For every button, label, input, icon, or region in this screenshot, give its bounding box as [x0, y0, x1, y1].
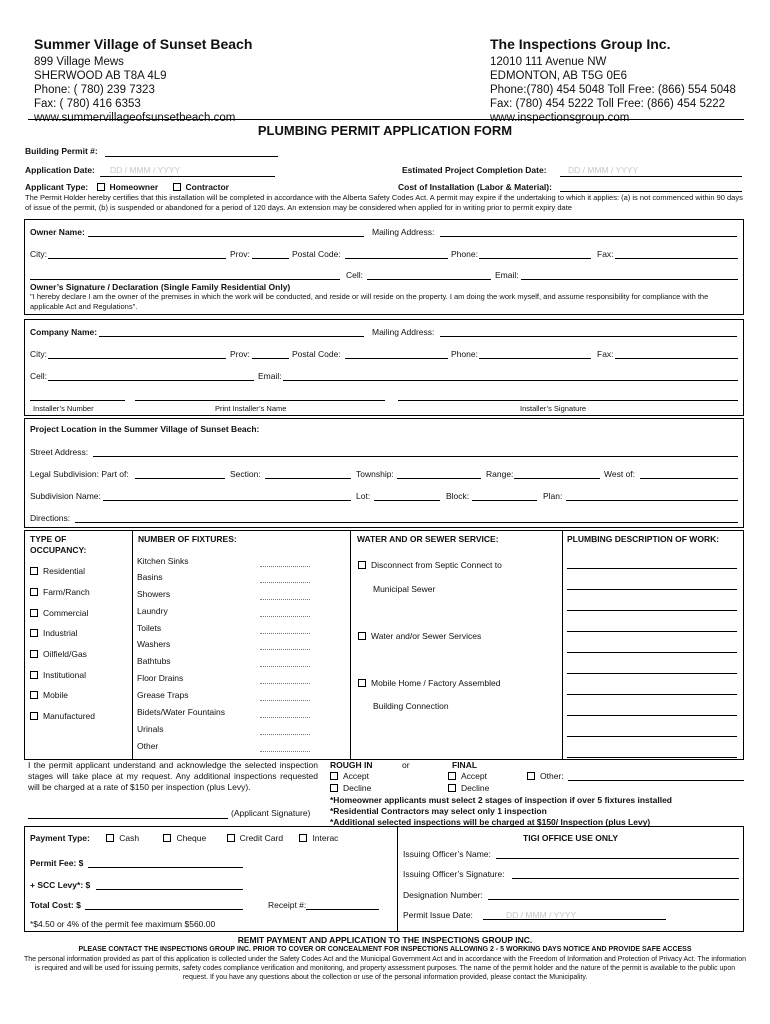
contractor-option[interactable] — [173, 182, 229, 192]
owner-postal-label: Postal Code: — [292, 249, 341, 259]
owner-email-label: Email: — [495, 270, 519, 280]
occupancy-option[interactable] — [30, 628, 78, 638]
credit-label: Credit Card — [239, 833, 284, 843]
occupancy-option[interactable] — [30, 690, 68, 700]
scc-levy-field[interactable] — [96, 889, 243, 890]
owner-prov-label: Prov: — [230, 249, 250, 259]
fixture-label: Washers — [137, 639, 171, 649]
designation-field[interactable] — [488, 899, 739, 900]
occupancy-checkbox[interactable] — [30, 671, 38, 679]
left-org-fax: Fax: ( 780) 416 6353 — [34, 98, 141, 110]
designation-label: Designation Number: — [403, 890, 483, 900]
owner-mailing-field[interactable] — [440, 236, 737, 237]
plan-label: Plan: — [543, 491, 563, 501]
est-completion-label: Estimated Project Completion Date: — [402, 165, 547, 175]
fixture-label: Toilets — [137, 623, 162, 633]
fixture-label: Basins — [137, 572, 163, 582]
right-org-name: The Inspections Group Inc. — [490, 36, 671, 52]
permit-fee-field[interactable] — [88, 867, 243, 868]
est-completion-field[interactable]: DD / MMM / YYYY — [568, 165, 639, 175]
scc-levy-label: + SCC Levy*: $ — [30, 880, 91, 890]
owner-email-field[interactable] — [521, 279, 738, 280]
left-org-phone: Phone: ( 780) 239 7323 — [34, 84, 155, 96]
final-accept-label: Accept — [461, 771, 487, 781]
section-field[interactable] — [265, 478, 351, 479]
owner-sig-title: Owner’s Signature / Declaration (Single Family Residential Only) — [30, 282, 291, 292]
mobile-home-label: Mobile Home / Factory Assembled — [371, 678, 501, 688]
company-fax-field[interactable] — [615, 358, 738, 359]
cheque-label: Cheque — [176, 833, 207, 843]
company-name-label: Company Name: — [30, 327, 98, 337]
left-org-block — [34, 36, 252, 125]
occupancy-label: Institutional — [43, 670, 86, 680]
occupancy-title: TYPE OF OCCUPANCY: — [30, 534, 87, 555]
application-date-label: Application Date: — [25, 165, 95, 175]
applicant-type-row — [25, 182, 229, 192]
plumbing-desc-line[interactable] — [567, 589, 737, 590]
occupancy-option[interactable] — [30, 649, 87, 659]
right-org-phone: Phone:(780) 454 5048 Toll Free: (866) 554 5048 — [490, 84, 736, 96]
form-title: PLUMBING PERMIT APPLICATION FORM — [257, 123, 513, 138]
range-label: Range: — [486, 469, 514, 479]
issue-date-field[interactable]: DD / MMM / YYYY — [506, 910, 577, 920]
other-checkbox[interactable] — [527, 772, 535, 780]
right-org-web: www.inspectionsgroup.com — [490, 112, 630, 124]
company-phone-label: Phone: — [451, 349, 478, 359]
occupancy-option[interactable] — [30, 608, 88, 618]
fixture-count-field[interactable] — [260, 633, 310, 634]
water-option-disconnect[interactable] — [358, 560, 502, 570]
block-field[interactable] — [472, 500, 537, 501]
company-email-field[interactable] — [283, 380, 738, 381]
street-label: Street Address: — [30, 447, 89, 457]
occupancy-checkbox[interactable] — [30, 567, 38, 575]
directions-label: Directions: — [30, 513, 71, 523]
fixtures-title: NUMBER OF FIXTURES: — [138, 534, 237, 544]
occupancy-checkbox[interactable] — [30, 588, 38, 596]
applicant-signature-label: (Applicant Signature) — [231, 808, 311, 818]
issue-date-label: Permit Issue Date: — [403, 910, 473, 920]
water-services-label: Water and/or Sewer Services — [371, 631, 482, 641]
plan-field[interactable] — [566, 500, 738, 501]
officer-sig-field[interactable] — [512, 878, 739, 879]
company-city-label: City: — [30, 349, 47, 359]
fixture-count-field[interactable] — [260, 700, 310, 701]
owner-mailing-label: Mailing Address: — [372, 227, 435, 237]
township-label: Township: — [356, 469, 394, 479]
owner-name-label: Owner Name: — [30, 227, 85, 237]
company-fax-label: Fax: — [597, 349, 614, 359]
credit-checkbox[interactable] — [227, 834, 235, 842]
ack-text: I the permit applicant understand and acknowledge the selected inspection stages will take place at my request. Any additional inspections requested will be charged at a rate of $150 per inspection (plus Levy). — [28, 760, 318, 792]
footer-contact: PLEASE CONTACT THE INSPECTIONS GROUP INC. PRIOR TO COVER OR CONCEALMENT FOR INSPECTIONS ALLOWING 2 - 5 WORKING DAYS NOTICE AND PROVIDE SAFE ACCESS — [78, 946, 692, 953]
occupancy-checkbox[interactable] — [30, 650, 38, 658]
occupancy-label: Industrial — [43, 628, 78, 638]
pay-interac[interactable] — [299, 833, 338, 843]
left-org-name: Summer Village of Sunset Beach — [34, 36, 253, 52]
right-org-fax: Fax: (780) 454 5222 Toll Free: (866) 454 5222 — [490, 98, 726, 110]
occupancy-option[interactable] — [30, 670, 86, 680]
occupancy-option[interactable] — [30, 711, 95, 721]
installer-number-field[interactable] — [30, 400, 125, 401]
final-decline-label: Decline — [461, 783, 490, 793]
company-name-field[interactable] — [99, 336, 364, 337]
interac-label: Interac — [312, 833, 339, 843]
footer-privacy: The personal information provided as part of this application is collected under the Safety Codes Act and the Municipal Government Act and in accordance with the Freedom of Information and Protection of Privacy Act. The information is required and will be used for issuing permits, safety codes compliance verification and monitoring, and property assessment purposes. The name of the permit holder and the nature of the permit is available to the public upon request. If you have any questions about the collection or use of the personal information provided, please contact the Municipality. — [23, 956, 747, 981]
left-org-address1: 899 Village Mews — [34, 56, 124, 68]
fixture-count-field[interactable] — [260, 649, 310, 650]
plumbing-desc-line[interactable] — [567, 673, 737, 674]
company-city-field[interactable] — [48, 358, 226, 359]
part-of-field[interactable] — [135, 478, 225, 479]
fixture-count-field[interactable] — [260, 599, 310, 600]
lot-field[interactable] — [374, 500, 440, 501]
occupancy-checkbox[interactable] — [30, 609, 38, 617]
office-title: TIGI OFFICE USE ONLY — [523, 833, 619, 843]
occupancy-checkbox[interactable] — [30, 691, 38, 699]
right-org-block — [490, 36, 736, 125]
owner-signature-field[interactable] — [30, 279, 340, 280]
mobile-home-label-2: Building Connection — [373, 701, 449, 711]
disconnect-label: Disconnect from Septic Connect to — [371, 560, 502, 570]
header-divider — [28, 119, 744, 120]
owner-postal-field[interactable] — [345, 258, 448, 259]
final-decline[interactable] — [448, 783, 489, 793]
officer-name-label: Issuing Officer’s Name: — [403, 849, 491, 859]
contractor-checkbox[interactable] — [173, 183, 181, 191]
rough-decline-label: Decline — [343, 783, 372, 793]
location-title: Project Location in the Summer Village of Sunset Beach: — [30, 424, 260, 434]
water-services-checkbox[interactable] — [358, 632, 366, 640]
application-date-field[interactable]: DD / MMM / YYYY — [110, 165, 181, 175]
left-org-address2: SHERWOOD AB T8A 4L9 — [34, 70, 167, 82]
fixture-count-field[interactable] — [260, 666, 310, 667]
est-completion-line — [560, 176, 742, 177]
total-cost-label: Total Cost: $ — [30, 900, 81, 910]
grid-divider-1 — [132, 531, 133, 759]
officer-sig-label: Issuing Officer’s Signature: — [403, 869, 505, 879]
fixture-count-field[interactable] — [260, 717, 310, 718]
fixture-label: Kitchen Sinks — [137, 556, 189, 566]
fixture-label: Urinals — [137, 724, 164, 734]
block-label: Block: — [446, 491, 470, 501]
owner-fax-label: Fax: — [597, 249, 614, 259]
levy-note: *$4.50 or 4% of the permit fee maximum $560.00 — [30, 919, 216, 929]
grid-divider-3 — [562, 531, 563, 759]
homeowner-option[interactable] — [97, 182, 159, 192]
plumbing-desc-line[interactable] — [567, 715, 737, 716]
other-label: Other: — [540, 771, 564, 781]
installer-name-field[interactable] — [135, 400, 385, 401]
occupancy-label: Commercial — [43, 608, 89, 618]
owner-phone-field[interactable] — [479, 258, 591, 259]
owner-name-field[interactable] — [88, 236, 364, 237]
application-date-line — [100, 176, 275, 177]
inspection-note-3: *Additional selected inspections will be charged at $150/ Inspection (plus Levy) — [330, 817, 651, 827]
fixture-label: Grease Traps — [137, 690, 189, 700]
payment-divider — [397, 827, 398, 931]
west-field[interactable] — [640, 478, 738, 479]
owner-city-label: City: — [30, 249, 47, 259]
fixture-count-field[interactable] — [260, 734, 310, 735]
applicant-type-label: Applicant Type: — [25, 182, 89, 192]
other-option[interactable] — [527, 771, 564, 781]
plumbing-desc-line[interactable] — [567, 631, 737, 632]
fixture-label: Showers — [137, 589, 171, 599]
occupancy-checkbox[interactable] — [30, 629, 38, 637]
installer-sig-label: Installer’s Signature — [520, 404, 587, 413]
directions-field[interactable] — [75, 522, 738, 523]
township-field[interactable] — [397, 478, 481, 479]
disconnect-checkbox[interactable] — [358, 561, 366, 569]
company-postal-field[interactable] — [345, 358, 448, 359]
grid-divider-2 — [350, 531, 351, 759]
plumbing-desc-line[interactable] — [567, 736, 737, 737]
final-accept[interactable] — [448, 771, 487, 781]
installer-signature-field[interactable] — [398, 400, 738, 401]
installer-number-label: Installer’s Number — [33, 404, 94, 413]
legal-label: Legal Subdivision: Part of: — [30, 469, 129, 479]
pay-cheque[interactable] — [163, 833, 206, 843]
cost-install-field[interactable] — [560, 191, 742, 192]
other-field[interactable] — [568, 780, 744, 781]
left-org-web: www.summervillageofsunsetbeach.com — [34, 112, 236, 124]
plumbing-desc-line[interactable] — [567, 694, 737, 695]
officer-name-field[interactable] — [496, 858, 739, 859]
plumbing-desc-line[interactable] — [567, 610, 737, 611]
owner-cell-field[interactable] — [367, 279, 491, 280]
fixture-label: Laundry — [137, 606, 168, 616]
rough-in-label: ROUGH IN — [330, 760, 373, 770]
occupancy-label: Residential — [43, 566, 86, 576]
owner-cell-label: Cell: — [346, 270, 364, 280]
company-cell-label: Cell: — [30, 371, 48, 381]
occupancy-option[interactable] — [30, 587, 90, 597]
issue-date-line — [483, 919, 666, 920]
company-phone-field[interactable] — [479, 358, 591, 359]
rough-accept-checkbox[interactable] — [330, 772, 338, 780]
final-decline-checkbox[interactable] — [448, 784, 456, 792]
occupancy-checkbox[interactable] — [30, 712, 38, 720]
fixture-count-field[interactable] — [260, 582, 310, 583]
water-option-mobile[interactable] — [358, 678, 500, 688]
fixture-label: Other — [137, 741, 159, 751]
installer-name-label: Print Installer’s Name — [215, 404, 287, 413]
water-option-services[interactable] — [358, 631, 481, 641]
final-accept-checkbox[interactable] — [448, 772, 456, 780]
pay-cash[interactable] — [106, 833, 139, 843]
footer-remit: REMIT PAYMENT AND APPLICATION TO THE INSPECTIONS GROUP INC. — [237, 935, 533, 945]
total-cost-field[interactable] — [85, 909, 243, 910]
west-label: West of: — [604, 469, 636, 479]
rough-decline-checkbox[interactable] — [330, 784, 338, 792]
homeowner-label: Homeowner — [109, 182, 159, 192]
lot-label: Lot: — [356, 491, 371, 501]
final-label: FINAL — [452, 760, 478, 770]
permit-notice: The Permit Holder hereby certifies that this installation will be completed in accordance with the Alberta Safety Codes Act. A permit may expire if the undertaking to which it applies: (a) is not commenced within 90 days of issue of the permit, (b) is suspended or abandoned for a period of 120 days. An extension may be considered when applied for in writing prior to permit expiry date — [25, 193, 743, 212]
building-permit-label: Building Permit #: — [25, 146, 98, 156]
right-org-address2: EDMONTON, AB T5G 0E6 — [490, 70, 627, 82]
cash-checkbox[interactable] — [106, 834, 114, 842]
homeowner-checkbox[interactable] — [97, 183, 105, 191]
company-mailing-field[interactable] — [440, 336, 737, 337]
cheque-checkbox[interactable] — [163, 834, 171, 842]
permit-fee-label: Permit Fee: $ — [30, 858, 84, 868]
company-mailing-label: Mailing Address: — [372, 327, 435, 337]
disconnect-label-2: Municipal Sewer — [373, 584, 436, 594]
cash-label: Cash — [119, 833, 140, 843]
company-email-label: Email: — [258, 371, 282, 381]
plumbing-desc-line[interactable] — [567, 568, 737, 569]
applicant-signature-field[interactable] — [28, 818, 228, 819]
fixture-count-field[interactable] — [260, 683, 310, 684]
plumbing-desc-title: PLUMBING DESCRIPTION OF WORK: — [567, 534, 720, 544]
fixture-label: Bathtubs — [137, 656, 171, 666]
fixture-count-field[interactable] — [260, 616, 310, 617]
water-title: WATER AND OR SEWER SERVICE: — [357, 534, 499, 544]
occupancy-label: Oilfield/Gas — [43, 649, 87, 659]
street-field[interactable] — [93, 456, 738, 457]
receipt-field[interactable] — [306, 909, 379, 910]
company-postal-label: Postal Code: — [292, 349, 341, 359]
owner-declaration: "I hereby declare I am the owner of the premises in which the work will be conducted, and reside or will reside on the property. I am doing the work myself, and assume responsibility for compliance with the applicable Act and Regulations". — [30, 292, 709, 311]
owner-prov-field[interactable] — [252, 258, 289, 259]
contractor-label: Contractor — [185, 182, 229, 192]
fixture-label: Floor Drains — [137, 673, 184, 683]
fixture-label: Bidets/Water Fountains — [137, 707, 226, 717]
cost-install-label: Cost of Installation (Labor & Material): — [398, 182, 552, 192]
rough-decline[interactable] — [330, 783, 371, 793]
interac-checkbox[interactable] — [299, 834, 307, 842]
company-cell-field[interactable] — [48, 380, 254, 381]
payment-type-row — [30, 833, 338, 843]
mobile-home-checkbox[interactable] — [358, 679, 366, 687]
range-field[interactable] — [514, 478, 600, 479]
fixture-count-field[interactable] — [260, 751, 310, 752]
company-prov-field[interactable] — [252, 358, 289, 359]
subdivision-label: Subdivision Name: — [30, 491, 101, 501]
right-org-address1: 12010 111 Avenue NW — [490, 56, 607, 68]
section-label: Section: — [230, 469, 261, 479]
payment-type-label: Payment Type: — [30, 833, 90, 843]
owner-fax-field[interactable] — [615, 258, 738, 259]
occupancy-label: Manufactured — [43, 711, 95, 721]
company-prov-label: Prov: — [230, 349, 250, 359]
fixture-count-field[interactable] — [260, 566, 310, 567]
occupancy-option[interactable] — [30, 566, 85, 576]
occupancy-label: Farm/Ranch — [43, 587, 90, 597]
plumbing-desc-line[interactable] — [567, 652, 737, 653]
inspection-note-2: *Residential Contractors may select only 1 inspection — [330, 806, 547, 816]
owner-city-field[interactable] — [48, 258, 226, 259]
or-label: or — [402, 760, 410, 770]
inspection-note-1: *Homeowner applicants must select 2 stages of inspection if over 5 fixtures installed — [330, 795, 672, 805]
building-permit-field[interactable] — [105, 156, 278, 157]
owner-phone-label: Phone: — [451, 249, 478, 259]
subdivision-field[interactable] — [103, 500, 351, 501]
receipt-label: Receipt #: — [268, 900, 307, 910]
occupancy-label: Mobile — [43, 690, 69, 700]
rough-accept-label: Accept — [343, 771, 369, 781]
pay-credit[interactable] — [227, 833, 283, 843]
rough-accept[interactable] — [330, 771, 369, 781]
plumbing-desc-line[interactable] — [567, 757, 737, 758]
